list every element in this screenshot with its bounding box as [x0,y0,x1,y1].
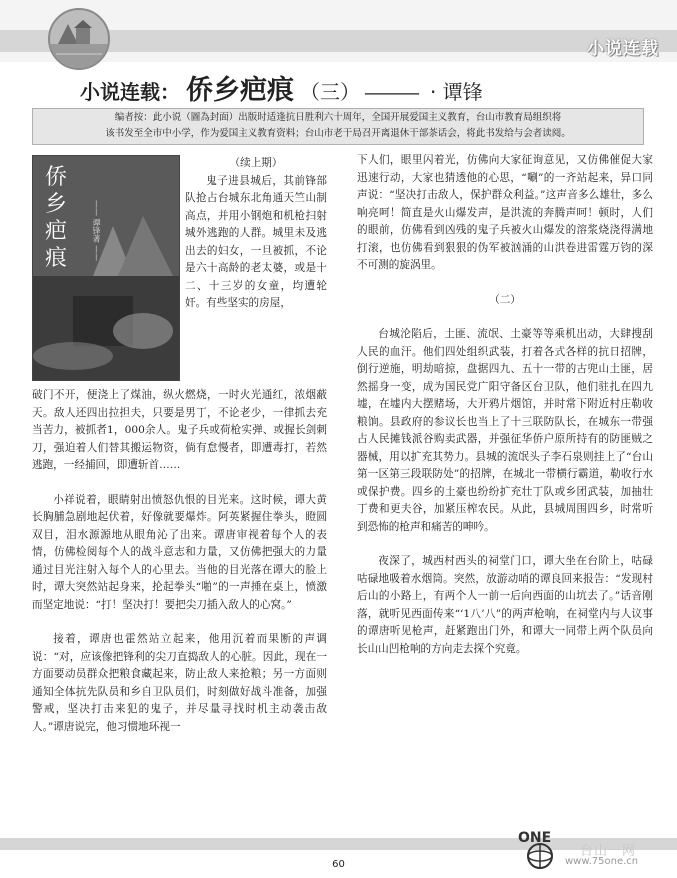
footer-site-url[interactable]: www.75one.cn [565,856,639,867]
right-column [357,152,653,658]
title-dash: ——— [364,80,418,104]
footer-watermark: 台山一网 [580,844,637,859]
title-author: · 谭锋 [430,80,483,104]
editor-note-line1: 编者按：此小说（圖為封面）出版时适逢抗日胜利六十周年，全国开展爱国主义教育，台山市教育局组织将 [114,112,562,123]
cover-author: —— 谭锋著 —— [92,200,101,262]
title-main: 侨乡疤痕 [186,75,294,106]
left-column-top [185,155,327,313]
logo-text: ONE [518,830,552,846]
continued-heading: （续上期） [229,157,283,169]
right-para-2: 台城沦陷后，土匪、流氓、土豪等等乘机出动，大肆搜刮人民的血汗。他们四处组织武装，打着各式各样的抗日招牌，倒行逆施，明劫暗掠，盘据四九、五十一带的古兜山土匪，居然摇身一变，成为国民党广阳守备区台卫队，他们驻扎在四九墟，在墟内大摆赌场，大开鸦片烟馆，并时常下附近村庄勒收粮饷。县政府的参议长也当上了十三联防队长，在城东一带强占人民摊钱派谷购卖武器，并强征华侨户原所持有的防匪贼之器械，用以扩充其势力。县城的流氓头子李石泉则挂上了“台山第一区第三段联防处”的招牌，在城北一带横行霸道，勒收行水或保护费。四乡的土豪也纷纷扩充壮丁队或乡团武装，加抽壮丁费和更夫谷，加紧压榨农民。从此，县城周围四乡，时常听到恐怖的枪声和痛苦的呻吟。 [357,328,653,533]
left-para-1-start: 鬼子进县城后，其前锋部队抢占台城东北角通天竺山制高点，并用小钢炮和机枪扫射城外逃跑的人群。城里未及逃出去的妇女，一旦被抓，不论是六十高龄的老太婆，或是十二、十三岁的女童，均遭轮奸。有些坚实的房屋， [185,174,327,309]
section-tag: 小说连载 [587,39,659,59]
right-para-3: 夜深了，城西村西头的祠堂门口，谭大坐在台阶上，咕碌咕碌地吸着水烟筒。突然，放游动哨的谭良回来报告：“发现村后山的小路上，有两个人一前一后向西面的山坑去了。”话音刚落，就听见西面传来“‘1八’八”的两声枪响，在祠堂内与人议事的谭唐听见枪声，赶紧跑出门外，和谭大一同带上两个队员向长山山凹枪响的方向走去探个究竟。 [357,555,653,655]
left-para-1-cont: 破门不开，便浇上了煤油，纵火燃烧，一时火光通红，浓烟蔽天。敌人还四出拉担夫，只要是男丁，不论老少，一律抓去充当苦力，被抓者1，000余人。鬼子兵或荷枪实弹、或握长剑刺刀，强迫着人们替其搬运物资，倘有怠慢者，即遭毒打，若然逃跑，一经捕回，即遭斩首…… [32,389,327,471]
page-number: 60 [332,859,345,870]
left-para-3: 接着，谭唐也霍然站立起来，他用沉着而果断的声调说：“对，应该像把锋利的尖刀直捣敌人的心脏。因此，现在一方面要动员群众把粮食藏起来，防止敌人来抢粮；另一方面则通知全体抗先队员和乡自卫队员们，时刻做好战斗准备，加强警戒，坚决打击来犯的鬼子，并尽量寻找时机主动袭击敌人。”谭唐说完，他习惯地环视一 [32,633,327,733]
header-band [0,0,677,62]
left-para-2: 小祥说着，眼睛射出愤怒仇恨的目光来。这时候，谭大黄长胸脯急剧地起伏着，好像就要爆炸。阿英紧握住拳头，瞪圆双目，泪水源源地从眼角沁了出来。谭唐审视着每个人的表情，仿佛检阅每个人的战斗意志和力量，又仿佛把强大的力量通过目光注射入每个人的心里去。当他的目光落在谭大的脸上时，谭大突然站起身来，抡起拳头“啪”的一声捶在桌上，愤激而坚定地说：“打！坚决打！要把尖刀插入敌人的心窝。” [32,493,327,611]
emblem-image [48,8,110,70]
book-cover-image [32,155,180,381]
title-prefix: 小说连载： [80,80,180,104]
left-column-body [32,387,327,736]
section-two-heading: （二） [489,293,521,306]
editor-note-line2: 该书发至全市中小学，作为爱国主义教育资料；台山市老干局召开离退休干部茶话会，将此书发给与会者读阅。 [105,128,571,139]
editor-note [32,108,644,145]
title-part: （三） [300,80,360,104]
right-para-1: 下人们，眼里闪着光，仿佛向大家征询意见，又仿佛催促大家迅速行动，大家也猜透他的心思，“唰”的一齐站起来，异口同声说：“坚决打击敌人，保护群众利益。”这声音多么雄壮，多么响亮呵！简直是火山爆发声，是洪流的奔腾声呵！顿时，人们的眼前，仿佛看到凶残的鬼子兵被火山爆发的溶浆烧浇得满地打滚，也仿佛看到狠狠的伪军被汹涌的山洪卷进雷霆万钧的深不可测的旋涡里。 [357,154,653,271]
cover-title: 侨乡疤痕 [45,165,68,271]
footer-band [0,838,677,850]
article-title [80,68,660,104]
